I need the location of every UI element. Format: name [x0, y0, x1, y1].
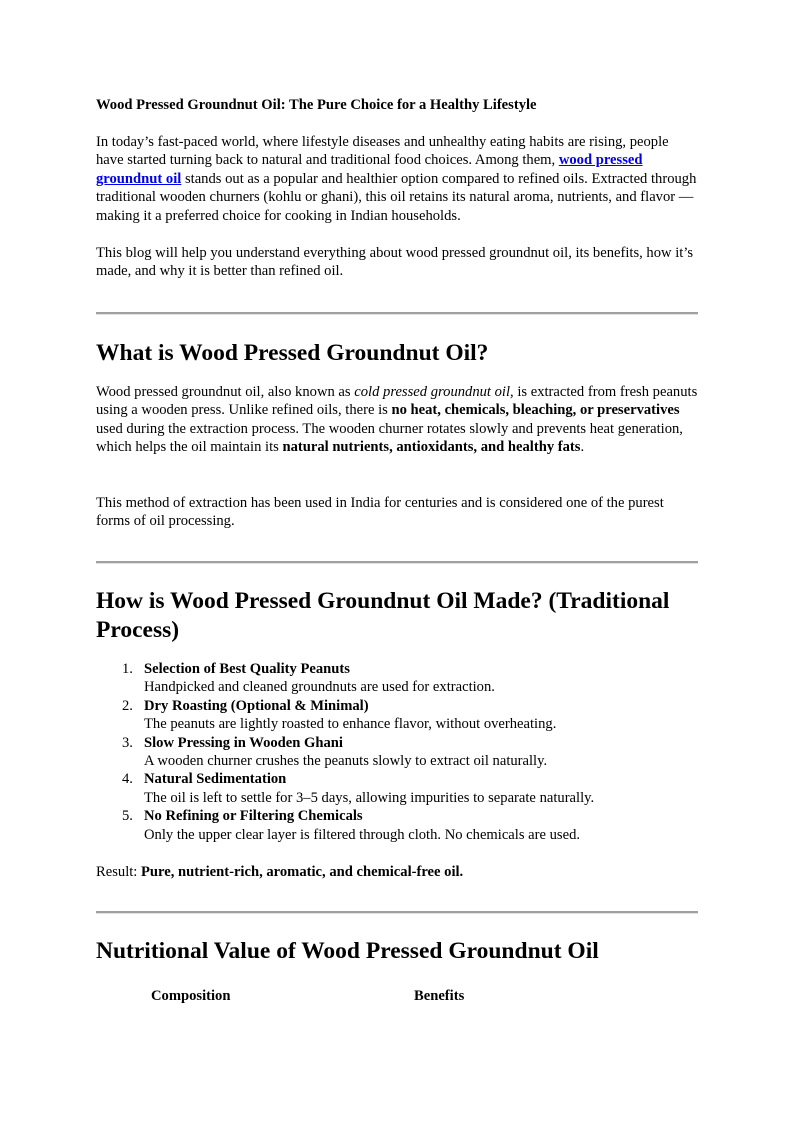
step-description: The peanuts are lightly roasted to enhance flavor, without overheating. — [144, 716, 557, 733]
step-title: Slow Pressing in Wooden Ghani — [144, 734, 343, 751]
step-number: 4. — [122, 771, 133, 788]
step-number: 5. — [122, 808, 133, 825]
section1-paragraph-1 — [96, 383, 698, 457]
step-number: 2. — [122, 697, 133, 714]
step-description: Handpicked and cleaned groundnuts are used for extraction. — [144, 679, 495, 696]
step-title: Natural Sedimentation — [144, 771, 287, 788]
step-description: The oil is left to settle for 3–5 days, allowing impurities to separate naturally. — [144, 789, 595, 806]
result-label: Result: — [96, 864, 141, 880]
section-heading-nutritional-value: Nutritional Value of Wood Pressed Groundnut Oil — [96, 938, 599, 964]
text-span: Wood pressed groundnut oil, also known as — [96, 384, 355, 400]
intro-text-start: In today’s fast-paced world, where lifestyle diseases and unhealthy eating habits are rising, people have started turning back to natural and traditional food choices. Among them, — [96, 134, 669, 169]
step-number: 3. — [122, 734, 133, 751]
result-text: Pure, nutrient-rich, aromatic, and chemical-free oil. — [141, 864, 464, 880]
process-result — [96, 863, 698, 881]
table-header-composition: Composition — [151, 988, 231, 1004]
intro-paragraph — [96, 133, 698, 225]
divider-3 — [96, 911, 698, 914]
list-item — [96, 660, 698, 697]
bold-phrase: natural nutrients, antioxidants, and healthy fats — [282, 439, 581, 456]
step-title: Dry Roasting (Optional & Minimal) — [144, 697, 369, 714]
text-span: used during the extraction process. The wooden churner rotates slowly and prevents heat generation, which helps the oil maintain its — [96, 420, 683, 456]
intro-paragraph-2: This blog will help you understand everything about wood pressed groundnut oil, its benefits, how it’s made, and why it is better than refined oil. — [96, 245, 694, 280]
step-description: Only the upper clear layer is filtered through cloth. No chemicals are used. — [144, 826, 581, 843]
step-title: No Refining or Filtering Chemicals — [144, 808, 363, 825]
table-header-benefits: Benefits — [414, 988, 465, 1004]
list-item — [96, 807, 698, 844]
step-description: A wooden churner crushes the peanuts slowly to extract oil naturally. — [144, 753, 548, 770]
wood-pressed-groundnut-oil-link[interactable]: wood pressed groundnut oil — [96, 152, 643, 187]
section1-paragraph-2: This method of extraction has been used in India for centuries and is considered one of the purest forms of oil processing. — [96, 495, 664, 530]
italic-term: cold pressed groundnut oil — [354, 384, 511, 400]
bold-phrase: no heat, chemicals, bleaching, or preservatives — [391, 402, 680, 419]
section-heading-what-is: What is Wood Pressed Groundnut Oil? — [96, 340, 489, 366]
list-item — [96, 734, 698, 771]
list-item — [96, 770, 698, 807]
section-heading-how-made: How is Wood Pressed Groundnut Oil Made? (Traditional Process) — [96, 588, 670, 643]
process-steps-list — [96, 660, 698, 844]
divider-2 — [96, 561, 698, 564]
intro-text-end: stands out as a popular and healthier option compared to refined oils. Extracted through traditional wooden churners (kohlu or ghani), this oil retains its natural aroma, nutrients, and flavor — making it a preferred choice for cooking in Indian households. — [96, 170, 697, 224]
text-span: , is extracted from fresh peanuts using a wooden press. Unlike refined oils, there is — [96, 384, 698, 419]
step-number: 1. — [122, 661, 133, 677]
divider-1 — [96, 312, 698, 315]
step-title: Selection of Best Quality Peanuts — [144, 661, 350, 677]
text-span: . — [580, 439, 585, 456]
document-title: Wood Pressed Groundnut Oil: The Pure Choice for a Healthy Lifestyle — [96, 97, 537, 113]
list-item — [96, 697, 698, 734]
